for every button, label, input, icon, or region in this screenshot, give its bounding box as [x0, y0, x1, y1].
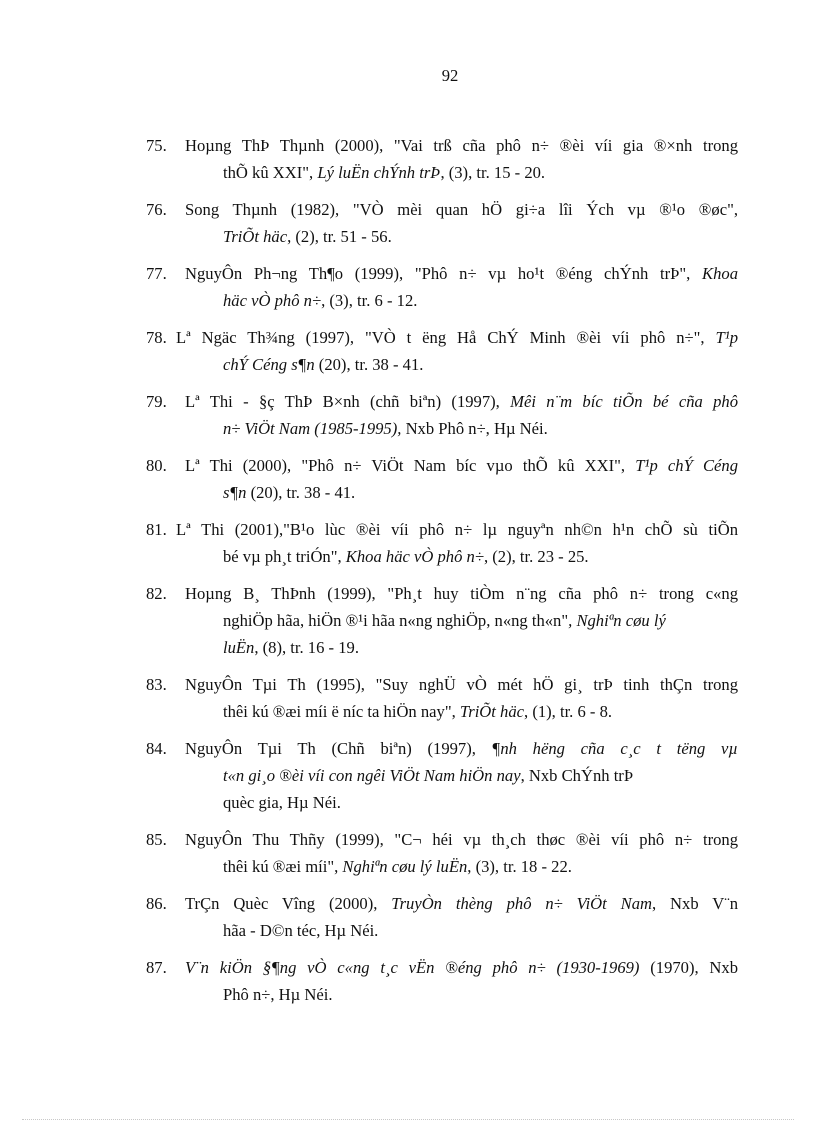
reference-item — [146, 735, 738, 816]
text-segment: , Nxb ChÝnh trÞ — [520, 766, 634, 785]
italic-title-segment: Khoa häc vÒ phô n÷ — [345, 547, 484, 566]
text-segment: , (3), tr. 6 - 12. — [321, 291, 418, 310]
reference-item — [146, 132, 738, 186]
reference-first-line — [146, 735, 738, 762]
reference-first-line — [146, 324, 738, 351]
text-segment: , (2), tr. 51 - 56. — [287, 227, 392, 246]
text-segment: NguyÔn Tµi Th (1995), "Suy nghÜ vÒ mét hÖ gi¸ trÞ tinh thÇn trong — [185, 675, 738, 694]
reference-first-line — [146, 826, 738, 853]
reference-continuation-line — [146, 853, 738, 880]
reference-number: 76. — [146, 200, 167, 219]
reference-first-line — [146, 890, 738, 917]
text-segment: (20), tr. 38 - 41. — [246, 483, 356, 502]
reference-item — [146, 388, 738, 442]
reference-first-line — [146, 196, 738, 223]
italic-title-segment: TriÕt häc — [223, 227, 288, 246]
reference-continuation-line — [146, 415, 738, 442]
italic-title-segment: T¹p — [715, 328, 738, 347]
text-segment: quèc gia, Hµ Néi. — [223, 793, 341, 812]
text-segment: , (2), tr. 23 - 25. — [483, 547, 589, 566]
reference-continuation-line — [146, 543, 738, 570]
text-segment: , (3), tr. 15 - 20. — [440, 163, 546, 182]
text-segment: (20), tr. 38 - 41. — [314, 355, 424, 374]
reference-text — [176, 324, 738, 351]
text-segment: , Nxb V¨n — [652, 894, 739, 913]
reference-continuation-line — [146, 634, 738, 661]
italic-title-segment: n÷ ViÖt Nam (1985-1995), — [223, 419, 402, 438]
text-segment: thÕ kû XXI", — [223, 163, 318, 182]
reference-text — [185, 388, 738, 415]
reference-item — [146, 580, 738, 661]
italic-title-segment: , Nghiªn cøu lý — [568, 611, 666, 630]
reference-number: 83. — [146, 675, 167, 694]
text-segment: NguyÔn Tµi Th (Chñ biªn) (1997), — [185, 739, 492, 758]
reference-number: 84. — [146, 739, 167, 758]
text-segment: Hoµng B¸ ThÞnh (1999), "Ph¸t huy tiÒm n¨ng cña phô n÷ trong c«ng — [185, 584, 738, 603]
reference-item — [146, 260, 738, 314]
page-number: 92 — [441, 66, 459, 85]
reference-continuation-line — [146, 789, 738, 816]
reference-text — [185, 196, 738, 223]
text-segment: , (1), tr. 6 - 8. — [524, 702, 613, 721]
reference-text — [185, 735, 738, 762]
italic-title-segment: luËn — [223, 638, 255, 657]
reference-number: 85. — [146, 830, 167, 849]
text-segment: (1970), Nxb — [639, 958, 739, 977]
reference-item — [146, 954, 738, 1008]
text-segment: Phô n÷, Hµ Néi. — [223, 985, 333, 1004]
text-segment: Nxb Phô n÷, Hµ Néi. — [401, 419, 548, 438]
text-segment: bé vµ ph¸t triÓn", — [223, 547, 346, 566]
italic-title-segment: ¶nh hëng cña c¸c t tëng vµ — [491, 739, 738, 758]
reference-continuation-line — [146, 917, 738, 944]
italic-title-segment: chÝ Céng s¶n — [223, 355, 315, 374]
reference-number: 79. — [146, 392, 167, 411]
italic-title-segment: häc vÒ phô n÷ — [223, 291, 322, 310]
text-segment: thêi kú ®æi míi ë níc ta hiÖn nay", — [223, 702, 460, 721]
reference-continuation-line — [146, 981, 738, 1008]
text-segment: Hoµng ThÞ Thµnh (2000), "Vai trß cña phô n÷ ®èi víi gia ®×nh trong — [185, 136, 738, 155]
text-segment: Lª Thi (2001),"B¹o lùc ®èi víi phô n÷ lµ nguyªn nh©n h¹n chÕ sù tiÕn — [176, 520, 738, 539]
reference-number: 86. — [146, 894, 167, 913]
reference-first-line — [146, 388, 738, 415]
italic-title-segment: TruyÒn thèng phô n÷ ViÖt Nam — [391, 894, 653, 913]
reference-continuation-line — [146, 607, 738, 634]
reference-continuation-line — [146, 159, 738, 186]
text-segment: Lª Thi - §ç ThÞ B×nh (chñ biªn) (1997), — [185, 392, 511, 411]
reference-item — [146, 196, 738, 250]
italic-title-segment: V¨n kiÖn §¶ng vÒ c«ng t¸c vËn ®éng phô n÷ (1930-1969) — [185, 958, 640, 977]
italic-title-segment: Lý luËn chÝnh trÞ — [317, 163, 441, 182]
reference-item — [146, 324, 738, 378]
reference-continuation-line — [146, 223, 738, 250]
footer-divider — [22, 1119, 794, 1120]
italic-title-segment: Nghiªn cøu lý luËn — [342, 857, 468, 876]
reference-first-line — [146, 452, 738, 479]
text-segment: nghiÖp hãa, hiÖn ®¹i hãa n«ng nghiÖp, n«ng th«n" — [223, 611, 569, 630]
reference-text — [185, 890, 738, 917]
reference-item — [146, 890, 738, 944]
reference-text — [176, 516, 738, 543]
reference-text — [185, 826, 738, 853]
reference-first-line — [146, 954, 738, 981]
reference-text — [185, 580, 738, 607]
reference-continuation-line — [146, 698, 738, 725]
reference-item — [146, 826, 738, 880]
italic-title-segment: T¹p chÝ Céng — [635, 456, 738, 475]
reference-number: 82. — [146, 584, 167, 603]
reference-number: 77. — [146, 264, 167, 283]
reference-text — [185, 452, 738, 479]
text-segment: NguyÔn Thu Thñy (1999), "C¬ héi vµ th¸ch thøc ®èi víi phô n÷ trong — [185, 830, 738, 849]
reference-continuation-line — [146, 762, 738, 789]
reference-item — [146, 452, 738, 506]
text-segment: , (3), tr. 18 - 22. — [467, 857, 572, 876]
reference-number: 75. — [146, 136, 167, 155]
reference-continuation-line — [146, 287, 738, 314]
text-segment: TrÇn Quèc Vîng (2000), — [185, 894, 392, 913]
reference-first-line — [146, 516, 738, 543]
reference-text — [185, 260, 738, 287]
reference-list — [146, 132, 738, 1018]
text-segment: thêi kú ®æi míi", — [223, 857, 343, 876]
text-segment: Song Thµnh (1982), "VÒ mèi quan hÖ gi÷a lîi Ých vµ ®¹o ®øc", — [185, 200, 738, 219]
reference-number: 87. — [146, 958, 167, 977]
reference-first-line — [146, 132, 738, 159]
text-segment: hãa - D©n téc, Hµ Néi. — [223, 921, 379, 940]
reference-text — [185, 132, 738, 159]
reference-item — [146, 516, 738, 570]
reference-text — [185, 671, 738, 698]
text-segment: Lª Ngäc Th¾ng (1997), "VÒ t ëng Hå ChÝ Minh ®èi víi phô n÷", — [176, 328, 716, 347]
reference-number: 78. — [146, 328, 167, 347]
reference-continuation-line — [146, 351, 738, 378]
text-segment: NguyÔn Ph¬ng Th¶o (1999), "Phô n÷ vµ ho¹t ®éng chÝnh trÞ", — [185, 264, 703, 283]
italic-title-segment: TriÕt häc — [459, 702, 525, 721]
italic-title-segment: s¶n — [223, 483, 247, 502]
reference-first-line — [146, 671, 738, 698]
italic-title-segment: Khoa — [702, 264, 738, 283]
reference-text — [185, 954, 738, 981]
reference-number: 81. — [146, 520, 167, 539]
italic-title-segment: Mêi n¨m bíc tiÕn bé cña phô — [510, 392, 739, 411]
text-segment: , (8), tr. 16 - 19. — [254, 638, 359, 657]
italic-title-segment: t«n gi¸o ®èi víi con ngêi ViÖt Nam hiÖn nay — [223, 766, 521, 785]
reference-number: 80. — [146, 456, 167, 475]
reference-first-line — [146, 260, 738, 287]
reference-continuation-line — [146, 479, 738, 506]
reference-item — [146, 671, 738, 725]
text-segment: Lª Thi (2000), "Phô n÷ ViÖt Nam bíc vµo thÕ kû XXI", — [185, 456, 636, 475]
reference-first-line — [146, 580, 738, 607]
